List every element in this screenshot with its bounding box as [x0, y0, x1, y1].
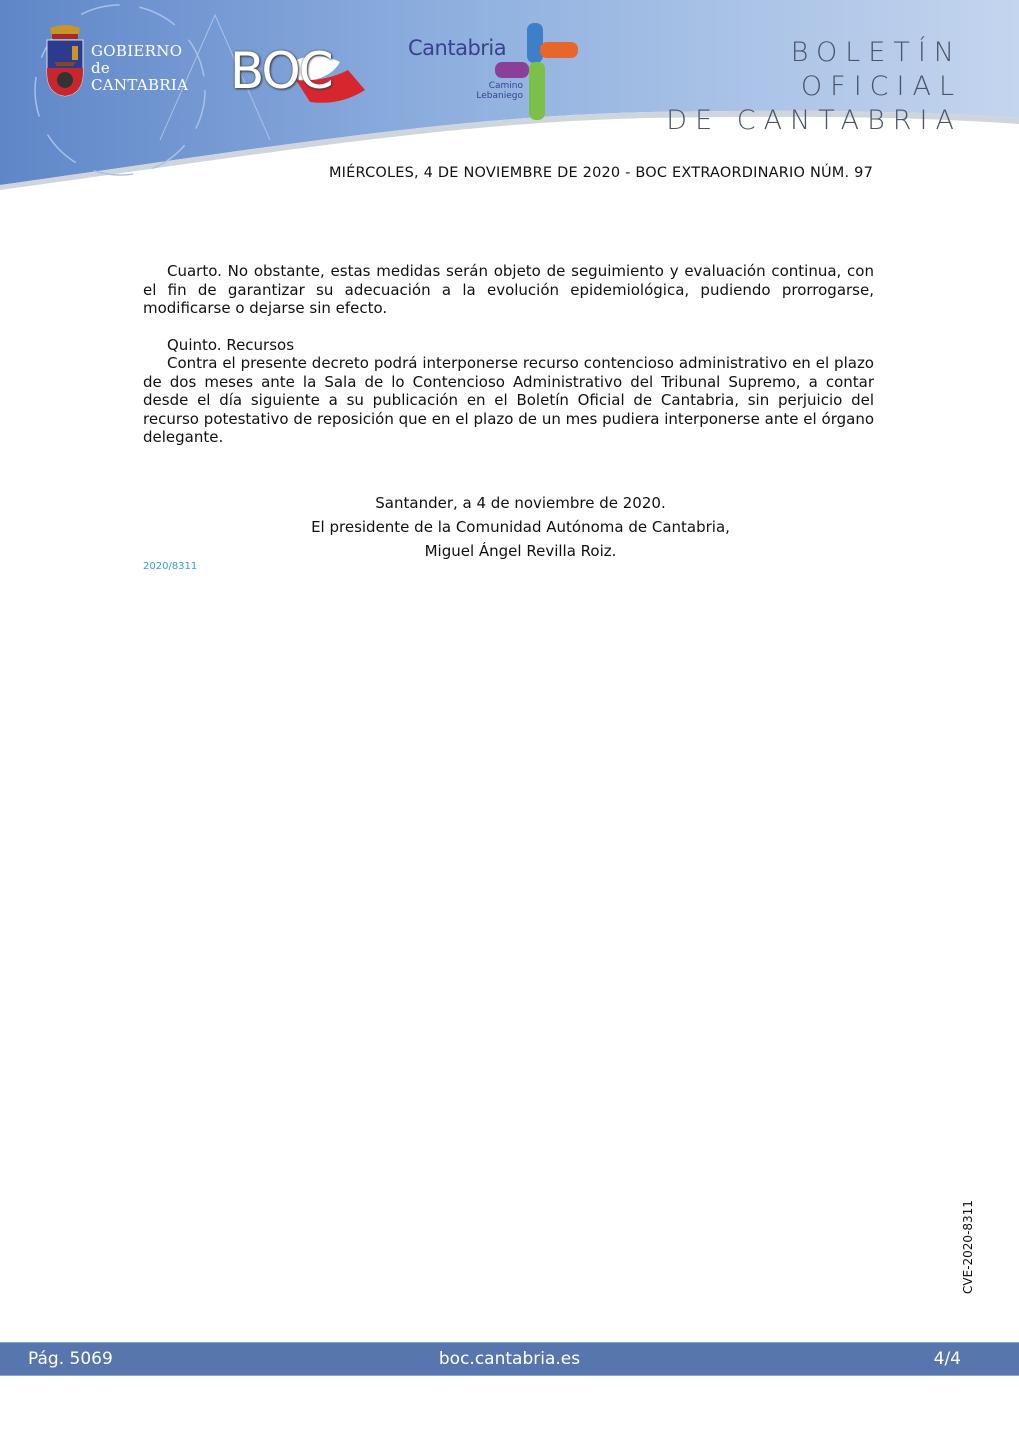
- cve-code: CVE-2020-8311: [961, 1200, 975, 1294]
- government-logo: [44, 24, 199, 104]
- boc-logo: [230, 40, 370, 110]
- cantabria-logo-text: Cantabria: [408, 36, 507, 60]
- lebaniego-text: Lebaniego: [476, 91, 523, 101]
- signature-role: El presidente de la Comunidad Autónoma de Cantabria,: [311, 518, 730, 536]
- paragraph-recursos: Contra el presente decreto podrá interponerse recurso contencioso administrativo en el plazo de dos meses ante la Sala de lo Contencioso Administrativo del Tribunal Supremo, a contar desde el día siguiente a su publicación en el Boletín Oficial de Cantabria, sin perjuicio del recurso potestativo de reposición que en el plazo de un mes pudiera interponerse ante el órgano delegante.: [143, 354, 874, 446]
- signature-name: Miguel Ángel Revilla Roiz.: [424, 542, 617, 560]
- issue-dateline: MIÉRCOLES, 4 DE NOVIEMBRE DE 2020 - BOC EXTRAORDINARIO NÚM. 97: [328, 165, 873, 181]
- publication-title-line1: BOLETÍN OFICIAL: [790, 37, 962, 102]
- footer-website-link[interactable]: boc.cantabria.es: [438, 1349, 581, 1369]
- signature-place-date: Santander, a 4 de noviembre de 2020.: [375, 494, 666, 512]
- camino-text: Camino: [488, 81, 523, 91]
- cantabria-tourism-logo: [405, 20, 585, 125]
- footer-page-number: Pág. 5069: [28, 1349, 113, 1369]
- publication-title: [632, 36, 962, 138]
- footer-page-count: 4/4: [933, 1349, 961, 1369]
- coat-of-arms-icon: [44, 24, 86, 98]
- gov-logo-line1: GOBIERNO: [91, 42, 183, 60]
- paragraph-cuarto: Cuarto. No obstante, estas medidas serán objeto de seguimiento y evaluación continua, con el fin de garantizar su adecuación a la evolución epidemiológica, pudiendo prorrogarse, modificarse o dejarse sin efecto.: [143, 262, 874, 317]
- signature-block: [143, 491, 898, 563]
- page-footer: [0, 1342, 1019, 1376]
- boc-logo-text: BOC: [230, 42, 332, 100]
- publication-title-line2: DE CANTABRIA: [666, 105, 962, 136]
- gov-logo-line3: CANTABRIA: [91, 76, 189, 94]
- heading-quinto: Quinto. Recursos: [167, 335, 295, 354]
- gov-logo-line2: de: [91, 59, 111, 77]
- document-body: [143, 262, 874, 447]
- document-reference: 2020/8311: [143, 561, 198, 572]
